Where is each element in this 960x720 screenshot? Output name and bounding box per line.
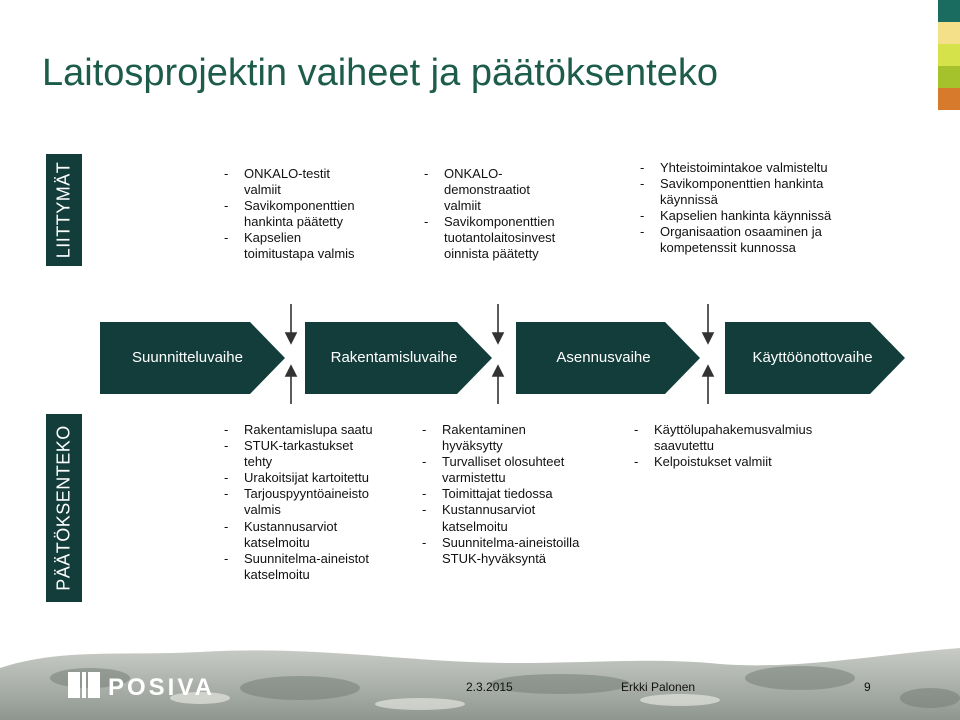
bottom-col-3-item-1-line-1: Käyttölupahakemusvalmius [654,422,813,437]
phase-row [100,322,910,394]
bottom-col-2 [422,422,602,567]
bottom-col-2-item-2 [422,454,602,486]
strip-block-1 [938,0,960,22]
top-col-2-item-1 [424,166,594,214]
top-col-3-item-3-line-1: Kapselien hankinta käynnissä [660,208,832,224]
posiva-logo-mark-icon [68,670,248,700]
side-label-liittymat: LIITTYMÄT [53,161,74,259]
bottom-col-3 [634,422,864,470]
top-col-3-item-1-line-1: Yhteistoimintakoe valmisteltu [660,160,828,175]
top-col-1-item-3-line-1: Kapselien [244,230,302,246]
bottom-col-1-item-6-line-2: katselmoitu [244,566,310,582]
slide-title: Laitosprojektin vaiheet ja päätöksenteko [42,52,719,94]
top-col-3-item-2-line-2: käynnissä [660,192,718,208]
top-col-2-item-1-line-1: ONKALO- [444,166,503,181]
top-col-3-item-1 [640,160,860,176]
bottom-col-2-item-3 [422,486,602,502]
side-bar-paatoksenteko [46,414,82,602]
footer-author: Erkki Palonen [621,680,696,694]
top-col-2-item-2 [424,214,594,262]
bottom-col-1-item-6 [224,551,394,583]
bottom-col-2-item-5-line-2: STUK-hyväksyntä [442,550,547,566]
bottom-col-1-item-5-line-1: Kustannusarviot [244,518,338,534]
side-label-paatoksenteko: PÄÄTÖKSENTEKO [53,425,74,591]
bottom-col-2-item-1-line-2: hyväksytty [442,438,503,454]
bottom-col-1-item-6-line-1: Suunnitelma-aineistot [244,550,370,566]
page-number: 9 [864,680,871,694]
strip-block-2 [938,22,960,44]
bottom-col-1-item-2-line-2: tehty [244,454,273,470]
bottom-col-2-item-4-line-1: Kustannusarviot [442,502,536,518]
side-bar-liittymat [46,154,82,266]
top-col-2-item-1-line-3: valmiit [444,198,481,214]
bottom-col-1-item-1-line-1: Rakentamislupa saatu [244,422,373,437]
phase-rakentamisluvaihe: Rakentamisluvaihe [330,349,458,366]
top-col-1-item-2 [224,198,394,230]
bottom-col-2-item-2-line-1: Turvalliset olosuhteet [442,454,565,470]
top-col-3-item-2 [640,176,860,208]
bottom-col-1-item-2-line-1: STUK-tarkastukset [244,438,354,454]
top-col-1-item-3-line-2: toimitustapa valmis [244,246,355,262]
bottom-col-1-item-3-line-1: Urakoitsijat kartoitettu [244,470,369,486]
phase-suunnitteluvaihe: Suunnitteluvaihe [132,349,243,366]
bottom-col-1-item-3 [224,470,394,486]
bottom-col-1-item-4-line-1: Tarjouspyyntöaineisto [244,486,370,502]
footer-date: 2.3.2015 [466,680,513,694]
phase-kayttoonottovaihe: Käyttöönottovaihe [752,349,873,366]
top-col-1 [224,166,394,263]
bottom-col-1-item-2 [224,438,394,470]
top-col-3-item-2-line-1: Savikomponenttien hankinta [660,176,824,192]
bottom-col-1 [224,422,394,583]
top-col-1-item-1-line-2: valmiit [244,182,281,198]
bottom-col-2-item-4 [422,502,602,534]
bottom-col-2-item-1-line-1: Rakentaminen [442,422,526,437]
bottom-col-2-item-3-line-1: Toimittajat tiedossa [442,486,553,502]
top-col-1-item-2-line-2: hankinta päätetty [244,214,344,230]
top-col-2-item-2-line-2: tuotantolaitosinvest [444,230,556,246]
bottom-col-2-item-5 [422,535,602,567]
top-col-3 [640,160,860,257]
bottom-col-1-item-5 [224,519,394,551]
bottom-col-1-item-4 [224,486,394,518]
strip-block-4 [938,66,960,88]
top-col-2-item-2-line-3: oinnista päätetty [444,246,539,262]
posiva-logo [68,670,248,705]
bottom-col-2-item-4-line-2: katselmoitu [442,518,508,534]
bottom-col-3-item-1-line-2: saavutettu [654,438,714,454]
bottom-col-2-item-1 [422,422,602,454]
color-strip [938,0,960,112]
strip-block-3 [938,44,960,66]
phase-asennusvaihe: Asennusvaihe [556,349,651,366]
bottom-col-3-item-2-line-1: Kelpoistukset valmiit [654,454,772,470]
top-col-1-item-1-line-1: ONKALO-testit [244,166,330,181]
top-col-2-item-2-line-1: Savikomponenttien [444,214,555,230]
bottom-col-3-item-1 [634,422,864,454]
top-col-3-item-4 [640,224,860,256]
top-col-1-item-3 [224,230,394,262]
top-col-2-item-1-line-2: demonstraatiot [444,182,530,198]
svg-text:POSIVA: POSIVA [108,674,215,700]
bottom-col-3-item-2 [634,454,864,470]
bottom-col-2-item-2-line-2: varmistettu [442,470,506,486]
strip-block-5 [938,88,960,110]
bottom-col-1-item-4-line-2: valmis [244,502,281,518]
top-col-2 [424,166,594,263]
top-col-3-item-4-line-2: kompetenssit kunnossa [660,240,796,256]
bottom-col-1-item-1 [224,422,394,438]
top-col-3-item-3 [640,208,860,224]
bottom-col-2-item-5-line-1: Suunnitelma-aineistoilla [442,534,580,550]
top-col-3-item-4-line-1: Organisaation osaaminen ja [660,224,822,240]
bottom-col-1-item-5-line-2: katselmoitu [244,534,310,550]
top-col-1-item-1 [224,166,394,198]
top-col-1-item-2-line-1: Savikomponenttien [244,198,355,214]
